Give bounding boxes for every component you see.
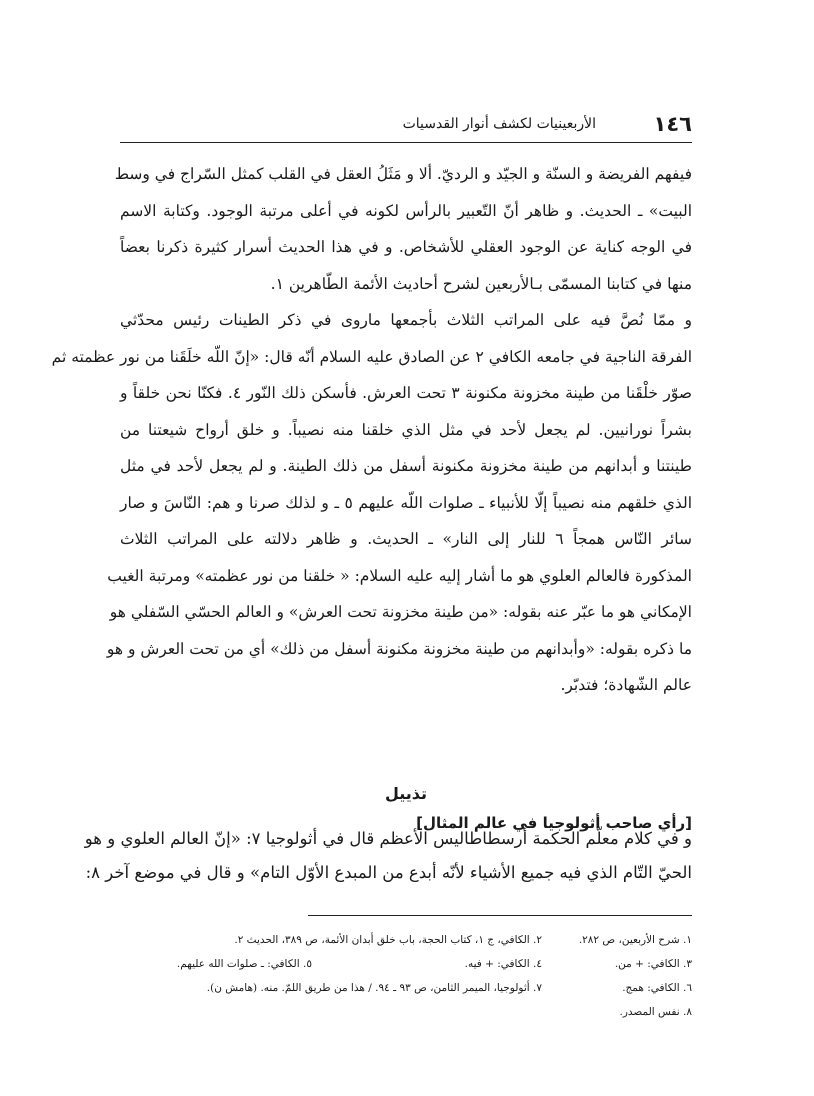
footnote: ٢. الكافي، ج ١، كتاب الحجة، باب خلق أبدان الأئمة، ص ٣٨٩، الحديث ٢. <box>234 934 542 946</box>
footnote-row <box>120 1000 692 1024</box>
footnotes <box>120 928 692 1024</box>
section-line: و في كلام معلّم الحكمة أرسطاطاليس الأعظم قال في أثولوجيا ٧: «إنّ العالم العلوي و هو <box>84 829 692 848</box>
page-number: ١٤٦ <box>653 112 692 136</box>
body-line: الذي خلقهم منه نصيباً إلّا للأنبياء ـ صلوات اللّه عليهم ٥ ـ و لذلك صرنا و هم: النّاسَ و صار <box>120 493 693 512</box>
body-line: المذكورة فالعالم العلوي هو ما أشار إليه عليه السلام: « خلقنا من نور عظمته» ومرتبة الغيب <box>107 566 692 585</box>
body-line: منها في كتابنا المسمّى بـالأربعين لشرح أحاديث الأئمة الطّاهرين ١. <box>270 274 692 293</box>
body-line: سائر النّاس همجاً ٦ للنار إلى النار» ـ الحديث. و ظاهر دلالته على المراتب الثلاث <box>120 530 692 548</box>
section-heading: تذييل <box>384 784 428 803</box>
body-line: الإمكاني هو ما عبّر عنه بقوله: «من طينة مخزونة تحت العرش» و العالم الحسّي السّفلي هو <box>109 603 692 621</box>
body-line: طينتنا و أبدانهم من طينة مخزونة مكنونة أسفل من ذلك الطينة. و لم يجعل لأحد في مثل <box>120 457 692 475</box>
body-line: عالم الشّهادة؛ فتدبّر. <box>560 676 692 694</box>
footnote-row <box>120 976 692 1000</box>
footnote: ٧. أثولوجيا، الميمر الثامن، ص ٩٣ ـ ٩٤. / هذا من طريق اللمّ. منه. (هامش ن). <box>206 982 542 994</box>
body-line: صوّر خلْقَنا من طينة مخزونة مكنونة ٣ تحت العرش. فأسكن ذلك النّور ٤. فكنّا نحن خلقاً و <box>120 384 693 402</box>
footnote: ٣. الكافي: + من. <box>614 958 692 970</box>
footnote-row <box>120 928 692 952</box>
body-line: البيت» ـ الحديث. و ظاهر أنّ التّعبير بالرأس لكونه في أعلى مرتبة الوجود. وكتابة الاسم <box>120 201 692 220</box>
section-line: الحيّ التّام الذي فيه جميع الأشياء لأنّه أبدع من المبدع الأوّل التام» و قال في موضع آخر ٨: <box>85 863 692 882</box>
footnote: ٥. الكافي: ـ صلوات الله عليهم. <box>176 958 312 970</box>
footnote-rule <box>308 915 692 916</box>
section-text <box>84 822 692 890</box>
body-text <box>51 156 693 704</box>
running-title: الأربعينيات لكشف أنوار القدسيات <box>402 116 596 132</box>
section-subheading: [رأي صاحب أثولوجيا في عالم المثال] <box>416 814 692 832</box>
footnote: ٤. الكافي: + فيه. <box>464 958 542 970</box>
body-line: الفرقة الناجية في جامعه الكافي ٢ عن الصادق عليه السلام أنّه قال: «إنّ اللّه خلَقَنا من نور عظمته ثم <box>51 347 692 366</box>
footnote: ٦. الكافي: همج. <box>622 982 692 994</box>
body-line: ما ذكره بقوله: «وأبدانهم من طينة مخزونة مكنونة أسفل من ذلك» أي من تحت العرش و هو <box>106 639 692 658</box>
header-rule <box>120 142 692 143</box>
running-head <box>120 112 692 142</box>
body-line: فيفهم الفريضة و السنّة و الجيّد و الرديّ. ألا و مَثَلُ العقل في القلب كمثل السّراج في وسط <box>114 165 692 183</box>
body-line: و ممّا نُصَّ فيه على المراتب الثلاث بأجمعها ماروى في ذكر الطينات رئيس محدّثي <box>120 311 692 329</box>
body-line: بشراً نورانيين. لم يجعل لأحد في مثل الذي خلقنا منه نصيباً. و خلق أرواح شيعتنا من <box>120 420 692 439</box>
footnote: ١. شرح الأربعين، ص ٢٨٢. <box>578 934 692 946</box>
footnote-row <box>120 952 692 976</box>
footnote: ٨. نفس المصدر. <box>619 1006 692 1018</box>
body-line: في الوجه كناية عن الوجود العقلي للأشخاص. و في هذا الحديث أسرار كثيرة ذكرنا بعضاً <box>120 238 692 256</box>
